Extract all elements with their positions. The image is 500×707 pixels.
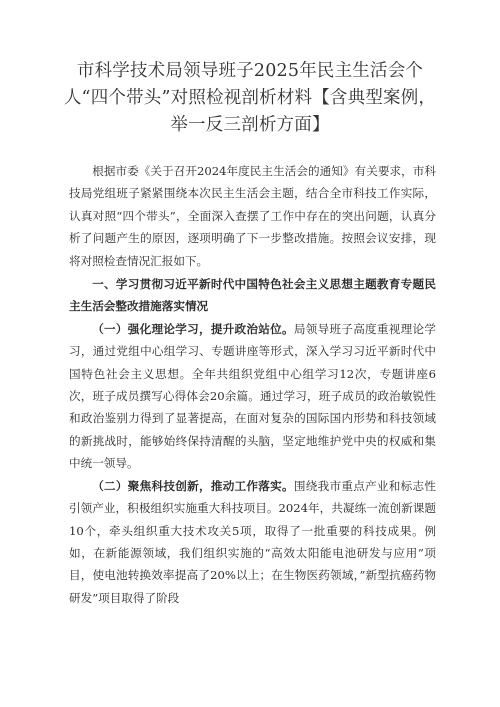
subsection-text-1: 局领导班子高度重视理论学习，通过党组中心组学习、专题讲座等形式，深入学习习近平新时代中国特色社会主义思想。全年共组织党组中心组学习12次，专题讲座6次，班子成员撰写心得体会20余篇。通过学习，班子成员的政治敏锐性和政治鉴别力得到了显著提高，在面对复杂的国际国内形势和科技领域的新挑战时，能够始终保持清醒的头脑，坚定地维护党中央的权威和集中统一领导。 (69, 321, 436, 471)
document-body (69, 160, 436, 609)
intro-paragraph (69, 160, 436, 272)
document-title: 市科学技术局领导班子2025年民主生活会个人“四个带头”对照检视剖析材料【含典型案例，举一反三剖析方面】 (63, 61, 437, 135)
intro-text: 根据市委《关于召开2024年度民主生活会的通知》有关要求，市科技局党组班子紧紧围绕本次民主生活会主题，结合全市科技工作实际，认真对照“四个带头”，全面深入查摆了工作中存在的突出问题，认真分析了问题产生的原因，逐项明确了下一步整改措施。按照会议安排，现将对照检查情况汇报如下。 (69, 164, 436, 268)
subsection-heading-1: （一）强化理论学习，提升政治站位。 (92, 321, 294, 336)
section-heading-text: 一、学习贯彻习近平新时代中国特色社会主义思想主题教育专题民主生活会整改措施落实情况 (69, 277, 436, 314)
section-heading (69, 273, 436, 318)
subsection-heading-2: （二）聚焦科技创新，推动工作落实。 (92, 478, 294, 493)
subsection-paragraph-2 (69, 475, 436, 609)
subsection-paragraph-1 (69, 318, 436, 475)
subsection-text-2: 围绕我市重点产业和标志性引领产业，积极组织实施重大科技项目。2024年，共凝练一流创新课题10个，牵头组织重大技术攻关5项，取得了一批重要的科技成果。例如，在新能源领域，我们组织实施的“高效太阳能电池研发与应用”项目，使电池转换效率提高了20%以上；在生物医药领域，”新型抗癌药物研发”项目取得了阶段 (69, 478, 436, 605)
